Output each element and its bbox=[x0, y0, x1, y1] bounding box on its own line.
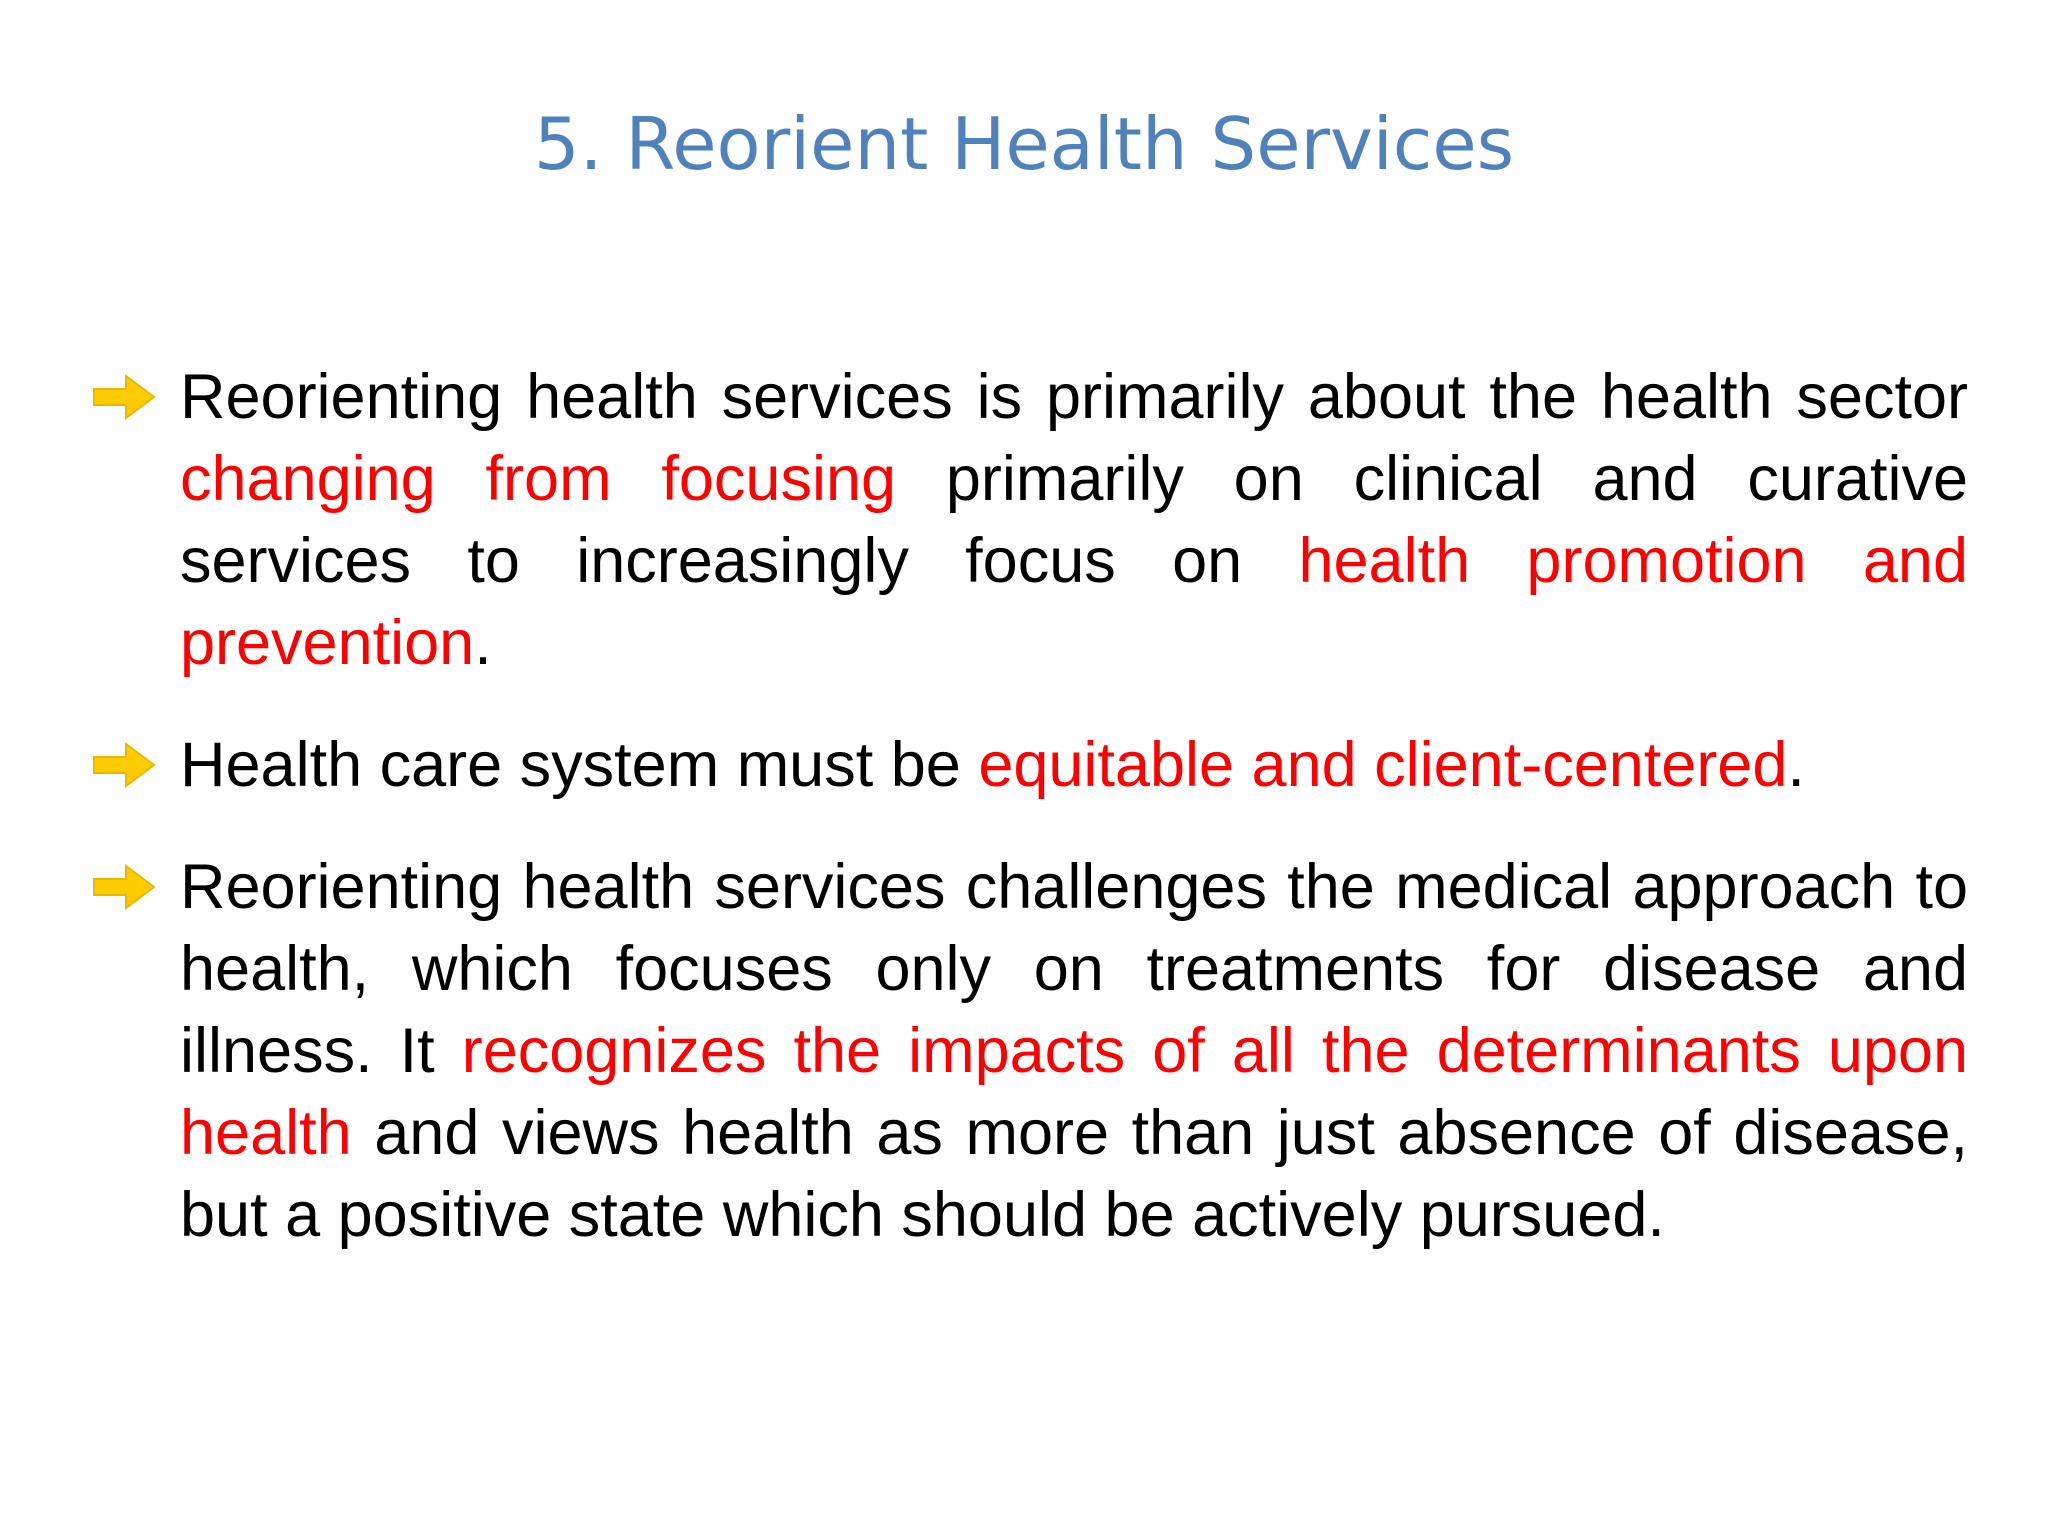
bullet-text-2 bbox=[180, 730, 1805, 800]
bullet-1-seg-5: . bbox=[474, 608, 492, 678]
bullet-item bbox=[88, 846, 1968, 1256]
bullet-1-highlight-2: health promotion and prevention bbox=[180, 526, 1969, 678]
bullet-3-highlight-1: recognizes the impacts of all the determinants upon health bbox=[180, 1016, 1968, 1168]
bullet-2-seg-3: . bbox=[1787, 730, 1805, 800]
bullet-item bbox=[88, 356, 1968, 684]
bullet-1-highlight-1: changing from focusing bbox=[180, 444, 897, 514]
slide-title: 5. Reorient Health Services bbox=[533, 102, 1515, 186]
bullet-item bbox=[88, 724, 1968, 806]
right-arrow-icon bbox=[92, 374, 156, 420]
bullet-2-highlight-1: equitable and client-centered bbox=[978, 730, 1788, 800]
bullet-1-seg-1: Reorienting health services is primarily about the health sector bbox=[180, 362, 1968, 432]
bullet-list bbox=[88, 356, 1968, 1256]
right-arrow-icon bbox=[92, 864, 156, 910]
bullet-1-seg-3: primarily on clinical and curative services to increasingly focus on bbox=[180, 444, 1968, 596]
bullet-3-seg-3: and views health as more than just absence of disease, but a positive state which should be actively pursued. bbox=[180, 1098, 1968, 1250]
right-arrow-icon bbox=[92, 742, 156, 788]
bullet-text-1 bbox=[180, 362, 1968, 678]
bullet-2-seg-1: Health care system must be bbox=[180, 730, 979, 800]
bullet-text-3 bbox=[180, 852, 1968, 1250]
bullet-3-seg-1: Reorienting health services challenges the medical approach to health, which focuses only on treatments for disease and illness. It bbox=[180, 852, 1968, 1086]
